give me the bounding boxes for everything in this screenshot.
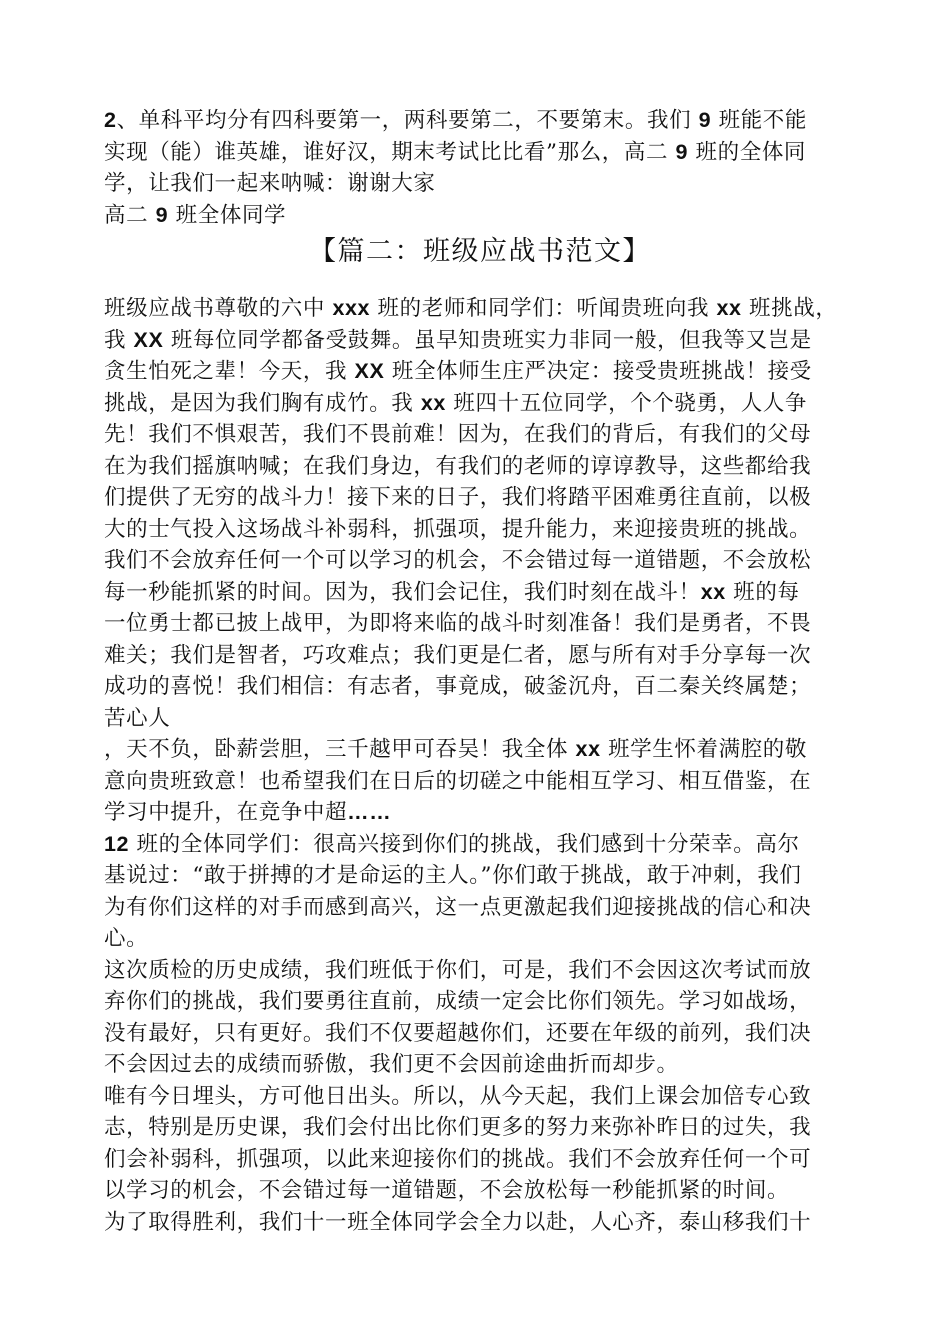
text-line: 不会因过去的成绩而骄傲，我们更不会因前途曲折而却步。 (104, 1052, 679, 1077)
text-line: 每一秒能抓紧的时间。因为，我们会记住，我们时刻在战斗！xx 班的每 (104, 579, 800, 605)
text-line: 12 班的全体同学们：很高兴接到你们的挑战，我们感到十分荣幸。高尔 (104, 831, 800, 857)
text-line: 以学习的机会，不会错过每一道错题，不会放松每一秒能抓紧的时间。 (104, 1178, 790, 1203)
text-line: 挑战，是因为我们胸有成竹。我 xx 班四十五位同学，个个骁勇，人人争 (104, 390, 808, 416)
intro-block (104, 105, 856, 231)
text-line: 班级应战书尊敬的六中 xxx 班的老师和同学们：听闻贵班向我 xx 班挑战， (104, 296, 838, 321)
intro-paragraph (104, 105, 856, 200)
text-line: 成功的喜悦！我们相信：有志者，事竟成，破釜沉舟，百二秦关终属楚； (104, 674, 812, 699)
text-line: 2、单科平均分有四科要第一，两科要第二，不要第末。我们 9 班能不能 (104, 108, 808, 133)
text-line: 唯有今日埋头，方可他日出头。所以，从今天起，我们上课会加倍专心致 (104, 1083, 812, 1109)
paragraph-4 (104, 955, 856, 1081)
text-line: 这次质检的历史成绩，我们班低于你们，可是，我们不会因这次考试而放 (104, 957, 812, 983)
text-line: 弃你们的挑战，我们要勇往直前，成绩一定会比你们领先。学习如战场， (104, 989, 812, 1014)
text-line: 难关；我们是智者，巧攻难点；我们更是仁者，愿与所有对手分享每一次 (104, 642, 812, 668)
intro-signature: 高二 9 班全体同学 (104, 202, 287, 228)
document-page (104, 105, 856, 1238)
text-line: 基说过：“敢于拼搏的才是命运的主人。”你们敢于挑战，敢于冲刺，我们 (104, 863, 802, 888)
text-line: 们提供了无穷的战斗力！接下来的日子，我们将踏平困难勇往直前，以极 (104, 485, 812, 510)
body-text (104, 293, 856, 1238)
text-line: 我们不会放弃任何一个可以学习的机会，不会错过每一道错题，不会放松 (104, 548, 812, 573)
paragraph-2 (104, 734, 856, 829)
text-line: 学，让我们一起来呐喊：谢谢大家 (104, 171, 436, 196)
text-line: 我 XX 班每位同学都备受鼓舞。虽早知贵班实力非同一般，但我等又岂是 (104, 327, 812, 353)
text-line: 苦心人 (104, 705, 171, 731)
text-line: 在为我们摇旗呐喊；在我们身边，有我们的老师的谆谆教导，这些都给我 (104, 453, 812, 479)
text-line: 意向贵班致意！也希望我们在日后的切磋之中能相互学习、相互借鉴，在 (104, 768, 812, 794)
text-line: 学习中提升，在竞争中超…… (104, 800, 392, 825)
text-line: 实现（能）谁英雄，谁好汉，期末考试比比看”那么，高二 9 班的全体同 (104, 139, 807, 165)
text-line: ，天不负，卧薪尝胆，三千越甲可吞吴！我全体 xx 班学生怀着满腔的敬 (104, 737, 808, 762)
text-line: 为有你们这样的对手而感到高兴，这一点更激起我们迎接挑战的信心和决 (104, 894, 812, 920)
text-line: 志，特别是历史课，我们会付出比你们更多的努力来弥补昨日的过失，我 (104, 1115, 812, 1140)
paragraph-6 (104, 1207, 856, 1239)
section-title: 【篇二：班级应战书范文】 (309, 236, 651, 267)
text-line: 没有最好，只有更好。我们不仅要超越你们，还要在年级的前列，我们决 (104, 1020, 812, 1046)
text-line: 贪生怕死之辈！今天，我 XX 班全体师生庄严决定：接受贵班挑战！接受 (104, 359, 812, 384)
paragraph-3 (104, 829, 856, 955)
text-line: 为了取得胜利，我们十一班全体同学会全力以赴，人心齐，泰山移我们十 (104, 1209, 812, 1235)
text-line: 心。 (104, 926, 149, 951)
text-line: 先！我们不惧艰苦，我们不畏前难！因为，在我们的背后，有我们的父母 (104, 422, 812, 447)
text-line: 一位勇士都已披上战甲，为即将来临的战斗时刻准备！我们是勇者，不畏 (104, 611, 812, 636)
paragraph-5 (104, 1081, 856, 1207)
text-line: 大的士气投入这场战斗补弱科，抓强项，提升能力，来迎接贵班的挑战。 (104, 516, 812, 542)
paragraph-1 (104, 293, 856, 734)
text-line: 们会补弱科，抓强项，以此来迎接你们的挑战。我们不会放弃任何一个可 (104, 1146, 812, 1172)
